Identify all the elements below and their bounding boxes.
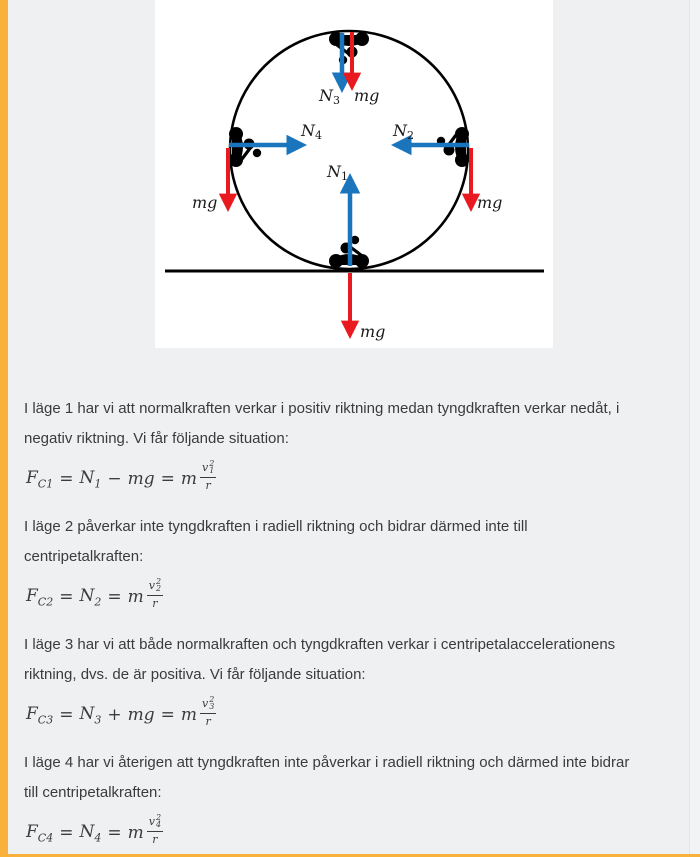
label-n2: N2	[393, 121, 414, 142]
equals-sign: =	[59, 469, 74, 489]
page-right-gutter	[689, 0, 700, 857]
formula-lhs: $F_{C1}$	[26, 467, 54, 491]
paragraph-line: riktning, dvs. de är positiva. Vi får följande situation:	[24, 666, 366, 683]
formula-normal-term: $N_2$	[79, 585, 102, 609]
formula-mass: m	[127, 823, 144, 843]
paragraph-line: till centripetalkraften:	[24, 784, 162, 801]
equation-fc4	[26, 812, 676, 850]
equation-fc1	[26, 458, 676, 496]
equals-sign: =	[59, 587, 74, 607]
diagram-svg	[155, 0, 553, 348]
paragraph-line: I läge 2 påverkar inte tyngdkraften i radiell riktning och bidrar därmed inte till	[24, 518, 528, 535]
formula-fraction: v 2 2 r	[148, 576, 162, 610]
equals-sign: =	[160, 705, 175, 725]
left-accent-bar	[0, 0, 8, 857]
paragraph-line: I läge 3 har vi att både normalkraften och tyngdkraften verkar i centripetalaccelerationens	[24, 636, 616, 653]
label-mg-4: mg	[192, 193, 218, 212]
paragraph-line: negativ riktning. Vi får följande situation:	[24, 430, 289, 447]
formula-mass: m	[180, 705, 197, 725]
formula-lhs: $F_{C2}$	[26, 585, 54, 609]
label-n3: N3	[319, 86, 340, 107]
formula-fraction: v 2 3 r	[201, 694, 215, 728]
paragraph-laege-4	[24, 748, 676, 808]
rider-position-3	[329, 32, 369, 64]
label-n1: N1	[327, 162, 348, 183]
paragraph-laege-1	[24, 394, 676, 454]
formula-gravity-term: mg	[127, 469, 155, 489]
formula-normal-term: $N_4$	[79, 821, 102, 845]
formula-mass: m	[180, 469, 197, 489]
formula-fraction: v 2 4 r	[148, 812, 162, 846]
formula-fraction: v 2 1 r	[201, 458, 215, 492]
label-mg-1: mg	[360, 322, 386, 341]
formula-lhs: $F_{C3}$	[26, 703, 54, 727]
equation-fc2	[26, 576, 676, 614]
equals-sign: =	[59, 705, 74, 725]
paragraph-line: centripetalkraften:	[24, 548, 144, 565]
formula-normal-term: $N_3$	[79, 703, 102, 727]
formula-lhs: $F_{C4}$	[26, 821, 54, 845]
operator-sign: +	[107, 705, 122, 725]
equals-sign: =	[107, 587, 122, 607]
equals-sign: =	[160, 469, 175, 489]
formula-mass: m	[127, 587, 144, 607]
operator-sign: −	[107, 469, 122, 489]
paragraph-laege-2	[24, 512, 676, 572]
equals-sign: =	[107, 823, 122, 843]
paragraph-line: I läge 1 har vi att normalkraften verkar i positiv riktning medan tyngdkraften verkar nedåt, i	[24, 400, 620, 417]
label-mg-3: mg	[354, 86, 380, 105]
formula-gravity-term: mg	[127, 705, 155, 725]
label-mg-2: mg	[477, 193, 503, 212]
equation-fc3	[26, 694, 676, 732]
lesson-text	[24, 394, 676, 850]
paragraph-laege-3	[24, 630, 676, 690]
equals-sign: =	[59, 823, 74, 843]
paragraph-line: I läge 4 har vi återigen att tyngdkraften inte påverkar i radiell riktning och därmed inte bidrar	[24, 754, 630, 771]
formula-normal-term: $N_1$	[79, 467, 102, 491]
label-n4: N4	[301, 121, 322, 142]
loop-force-diagram	[155, 0, 553, 348]
